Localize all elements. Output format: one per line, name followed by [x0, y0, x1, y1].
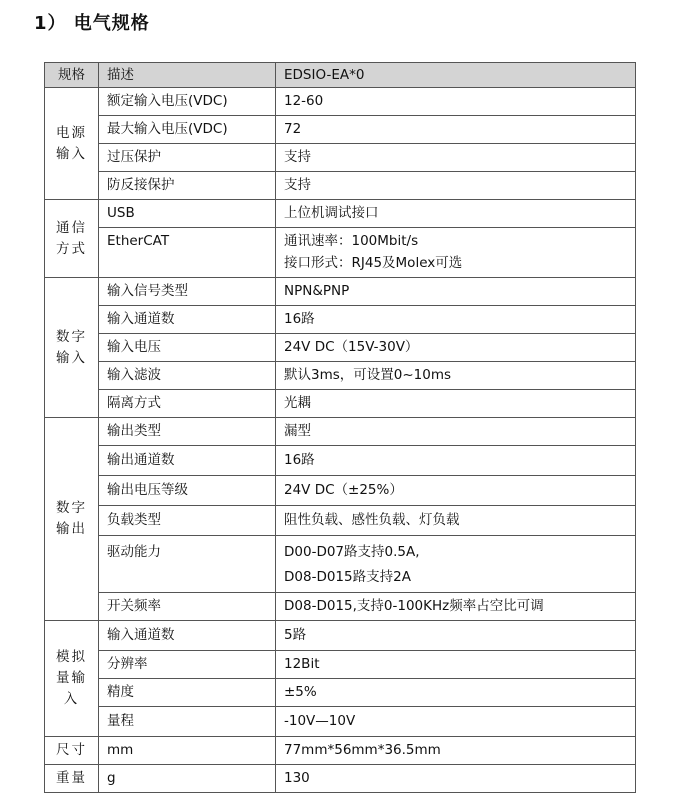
row-value — [276, 536, 636, 593]
table-row — [45, 88, 636, 116]
row-desc: 量程 — [99, 707, 276, 737]
table-row — [45, 306, 636, 334]
category-size: 尺寸 — [45, 737, 99, 765]
table-row — [45, 278, 636, 306]
row-value-line: D08-D015路支持2A — [284, 569, 411, 585]
table-row — [45, 144, 636, 172]
category-communication: 通信方式 — [45, 200, 99, 278]
row-value: 阻性负载、感性负载、灯负载 — [276, 506, 636, 536]
row-desc: 负载类型 — [99, 506, 276, 536]
row-desc: 输出通道数 — [99, 446, 276, 476]
table-row — [45, 172, 636, 200]
row-value: 漏型 — [276, 418, 636, 446]
row-desc: EtherCAT — [99, 228, 276, 278]
row-desc: 输出类型 — [99, 418, 276, 446]
row-value — [276, 228, 636, 278]
table-row — [45, 476, 636, 506]
row-value: NPN&PNP — [276, 278, 636, 306]
row-desc: 防反接保护 — [99, 172, 276, 200]
category-digital-output: 数字输出 — [45, 418, 99, 621]
section-heading: 1） 电气规格 — [34, 13, 150, 34]
row-desc: 输入通道数 — [99, 621, 276, 651]
row-desc: 驱动能力 — [99, 536, 276, 593]
row-value: 光耦 — [276, 390, 636, 418]
row-desc: 最大输入电压(VDC) — [99, 116, 276, 144]
header-spec: 规格 — [45, 63, 99, 88]
row-value: 72 — [276, 116, 636, 144]
row-value-line: 通讯速率：100Mbit/s — [284, 233, 419, 249]
row-value: 16路 — [276, 446, 636, 476]
row-value: D08-D015,支持0-100KHz频率占空比可调 — [276, 593, 636, 621]
row-value: 77mm*56mm*36.5mm — [276, 737, 636, 765]
row-value: 130 — [276, 765, 636, 793]
row-value: 支持 — [276, 172, 636, 200]
row-desc: 输出电压等级 — [99, 476, 276, 506]
row-desc: 输入通道数 — [99, 306, 276, 334]
row-desc: 输入信号类型 — [99, 278, 276, 306]
row-desc: 过压保护 — [99, 144, 276, 172]
row-value: -10V—10V — [276, 707, 636, 737]
row-desc: 额定输入电压(VDC) — [99, 88, 276, 116]
row-desc: USB — [99, 200, 276, 228]
electrical-spec-table — [44, 62, 636, 793]
table-row — [45, 200, 636, 228]
table-row — [45, 334, 636, 362]
header-model: EDSIO-EA*0 — [276, 63, 636, 88]
table-row — [45, 679, 636, 707]
table-row — [45, 446, 636, 476]
row-value: 5路 — [276, 621, 636, 651]
row-desc: 开关频率 — [99, 593, 276, 621]
row-desc: 精度 — [99, 679, 276, 707]
table-row — [45, 651, 636, 679]
header-desc: 描述 — [99, 63, 276, 88]
table-row — [45, 765, 636, 793]
row-value-line: 接口形式：RJ45及Molex可选 — [284, 255, 463, 271]
table-row — [45, 536, 636, 593]
row-value: 支持 — [276, 144, 636, 172]
row-value: 24V DC（±25%） — [276, 476, 636, 506]
row-desc: 分辨率 — [99, 651, 276, 679]
table-row — [45, 116, 636, 144]
row-value: 16路 — [276, 306, 636, 334]
row-value: 24V DC（15V-30V） — [276, 334, 636, 362]
table-row — [45, 418, 636, 446]
table-row — [45, 621, 636, 651]
row-desc: 输入滤波 — [99, 362, 276, 390]
row-value: 12Bit — [276, 651, 636, 679]
table-header-row — [45, 63, 636, 88]
row-value-line: D00-D07路支持0.5A, — [284, 544, 420, 560]
table-row — [45, 506, 636, 536]
table-row — [45, 362, 636, 390]
row-desc: 隔离方式 — [99, 390, 276, 418]
table-row — [45, 228, 636, 278]
category-analog-input: 模拟量输入 — [45, 621, 99, 737]
category-power-input: 电源输入 — [45, 88, 99, 200]
table-row — [45, 593, 636, 621]
table-row — [45, 390, 636, 418]
row-desc: g — [99, 765, 276, 793]
category-digital-input: 数字输入 — [45, 278, 99, 418]
row-desc: 输入电压 — [99, 334, 276, 362]
row-value: 上位机调试接口 — [276, 200, 636, 228]
row-value: ±5% — [276, 679, 636, 707]
category-weight: 重量 — [45, 765, 99, 793]
row-desc: mm — [99, 737, 276, 765]
row-value: 默认3ms，可设置0~10ms — [276, 362, 636, 390]
row-value: 12-60 — [276, 88, 636, 116]
table-row — [45, 737, 636, 765]
table-row — [45, 707, 636, 737]
